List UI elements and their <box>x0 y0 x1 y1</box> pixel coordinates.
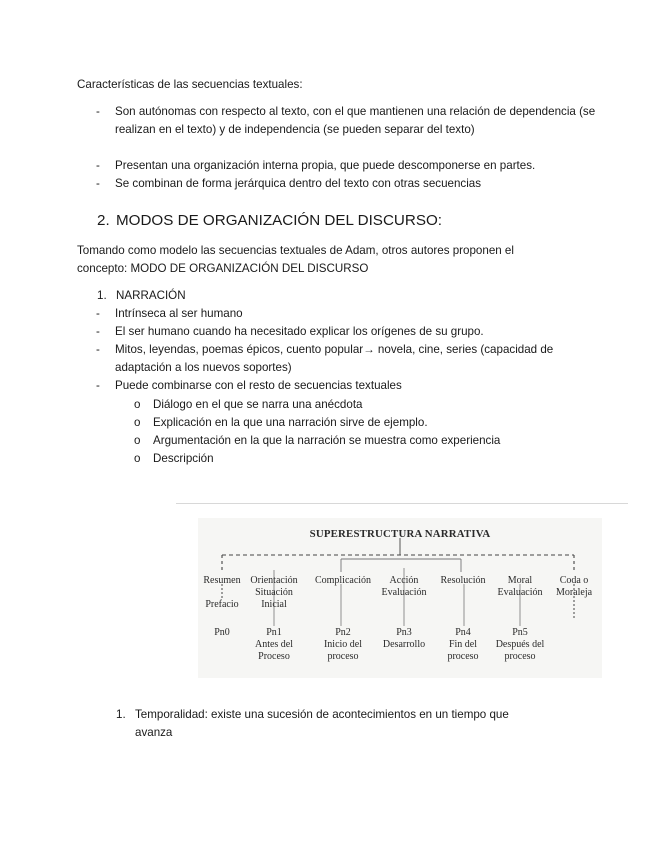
node-accion <box>382 575 427 599</box>
bullet-marker: - <box>96 177 100 190</box>
node-resumen <box>203 575 240 611</box>
intro-line: Tomando como modelo las secuencias textuales de Adam, otros autores proponen el <box>77 244 514 257</box>
pn-label <box>447 627 478 663</box>
diagram-title: SUPERESTRUCTURA NARRATIVA <box>309 528 491 540</box>
node-label: Coda o <box>559 575 589 586</box>
pn-label <box>255 627 293 663</box>
pn-code: Pn0 <box>214 627 230 638</box>
node-label: Resolución <box>440 575 486 586</box>
list-item <box>96 323 596 341</box>
bullet-text: Presentan una organización interna propia, que puede descomponerse en partes. <box>115 159 536 172</box>
list-item <box>96 175 596 193</box>
section-number: 2. <box>97 212 110 229</box>
bullet-text: El ser humano cuando ha necesitado explicar los orígenes de su grupo. <box>115 325 484 338</box>
node-moral <box>498 575 543 599</box>
item-title: NARRACIÓN <box>116 289 186 302</box>
node-label: Moraleja <box>555 587 593 598</box>
pn-desc: Fin del <box>448 639 478 650</box>
item-number: 1. <box>97 289 107 302</box>
node-label: Acción <box>389 575 419 586</box>
sub-bullet-marker: o <box>134 416 141 429</box>
bullet-marker: - <box>96 325 100 338</box>
node-resolucion <box>441 575 486 587</box>
bullet-marker: - <box>96 343 100 356</box>
bullet-marker: - <box>96 307 100 320</box>
node-label: Prefacio <box>205 599 239 610</box>
pn-label <box>383 627 425 651</box>
pn-code: Pn2 <box>335 627 351 638</box>
pn-desc: Antes del <box>254 639 294 650</box>
section-title <box>97 212 442 229</box>
item-number: 1. <box>116 708 126 721</box>
bullet-text: Son autónomas con respecto al texto, con el que mantienen una relación de dependencia (se realizan en el texto) y de independencia (se pueden separar del texto) <box>115 105 596 137</box>
bullet-marker: - <box>96 159 100 172</box>
numbered-item-narracion <box>97 287 186 305</box>
intro-line: concepto: MODO DE ORGANIZACIÓN DEL DISCURSO <box>77 262 369 275</box>
pn-label <box>496 627 545 663</box>
sub-bullet-marker: o <box>134 398 141 411</box>
sub-bullet-marker: o <box>134 434 141 447</box>
node-label: Orientación <box>250 575 298 586</box>
list-item <box>96 157 596 175</box>
bullet-marker: - <box>96 379 100 392</box>
pn-desc: Desarrollo <box>382 639 426 650</box>
node-complicacion <box>315 575 371 587</box>
bullet-text: Mitos, leyendas, poemas épicos, cuento popular→ novela, cine, series (capacidad de adaptación a los nuevos soportes) <box>115 343 554 375</box>
node-label: Moral <box>507 575 533 586</box>
bullet-marker: - <box>96 105 100 118</box>
node-label: Resumen <box>203 575 241 586</box>
pn-desc: Después del <box>495 639 545 650</box>
node-label: Evaluación <box>381 587 427 598</box>
node-label: Evaluación <box>497 587 543 598</box>
pn-desc: proceso <box>447 651 479 662</box>
sub-bullet-text: Descripción <box>153 452 214 465</box>
bullet-text: Intrínseca al ser humano <box>115 307 243 320</box>
list-item <box>96 377 596 395</box>
pn-label <box>214 627 230 639</box>
bullet-text: Se combinan de forma jerárquica dentro del texto con otras secuencias <box>115 177 482 190</box>
divider <box>176 503 628 504</box>
pn-desc: proceso <box>327 651 359 662</box>
node-label: Complicación <box>314 575 372 586</box>
bullet-text: Puede combinarse con el resto de secuencias textuales <box>115 379 402 392</box>
list-item <box>96 103 596 139</box>
numbered-item-temporalidad <box>116 706 509 724</box>
sub-bullet-text: Diálogo en el que se narra una anécdota <box>153 398 363 411</box>
node-coda <box>556 575 592 599</box>
pn-label <box>324 627 362 663</box>
pn-code: Pn3 <box>396 627 412 638</box>
pn-desc: Inicio del <box>323 639 363 650</box>
section-title-text: MODOS DE ORGANIZACIÓN DEL DISCURSO: <box>116 212 443 229</box>
list-item <box>96 341 586 377</box>
section-heading: Características de las secuencias textuales: <box>77 78 303 91</box>
item-text: Temporalidad: existe una sucesión de acontecimientos en un tiempo que <box>135 708 509 721</box>
pn-desc: proceso <box>504 651 536 662</box>
sub-list-item <box>134 450 214 468</box>
pn-code: Pn4 <box>455 627 471 638</box>
pn-code: Pn5 <box>512 627 528 638</box>
node-orientacion <box>250 575 297 611</box>
superestructura-diagram <box>198 518 602 678</box>
node-label: Inicial <box>261 599 287 610</box>
sub-bullet-marker: o <box>134 452 141 465</box>
node-label: Situación <box>255 587 293 598</box>
sub-bullet-text: Argumentación en la que la narración se muestra como experiencia <box>153 434 501 447</box>
sub-list-item <box>134 396 363 414</box>
sub-list-item <box>134 414 428 432</box>
list-item <box>96 305 596 323</box>
sub-bullet-text: Explicación en la que una narración sirve de ejemplo. <box>153 416 428 429</box>
pn-desc: Proceso <box>258 651 290 662</box>
pn-code: Pn1 <box>266 627 282 638</box>
sub-list-item <box>134 432 500 450</box>
item-text-continuation: avanza <box>135 726 173 739</box>
